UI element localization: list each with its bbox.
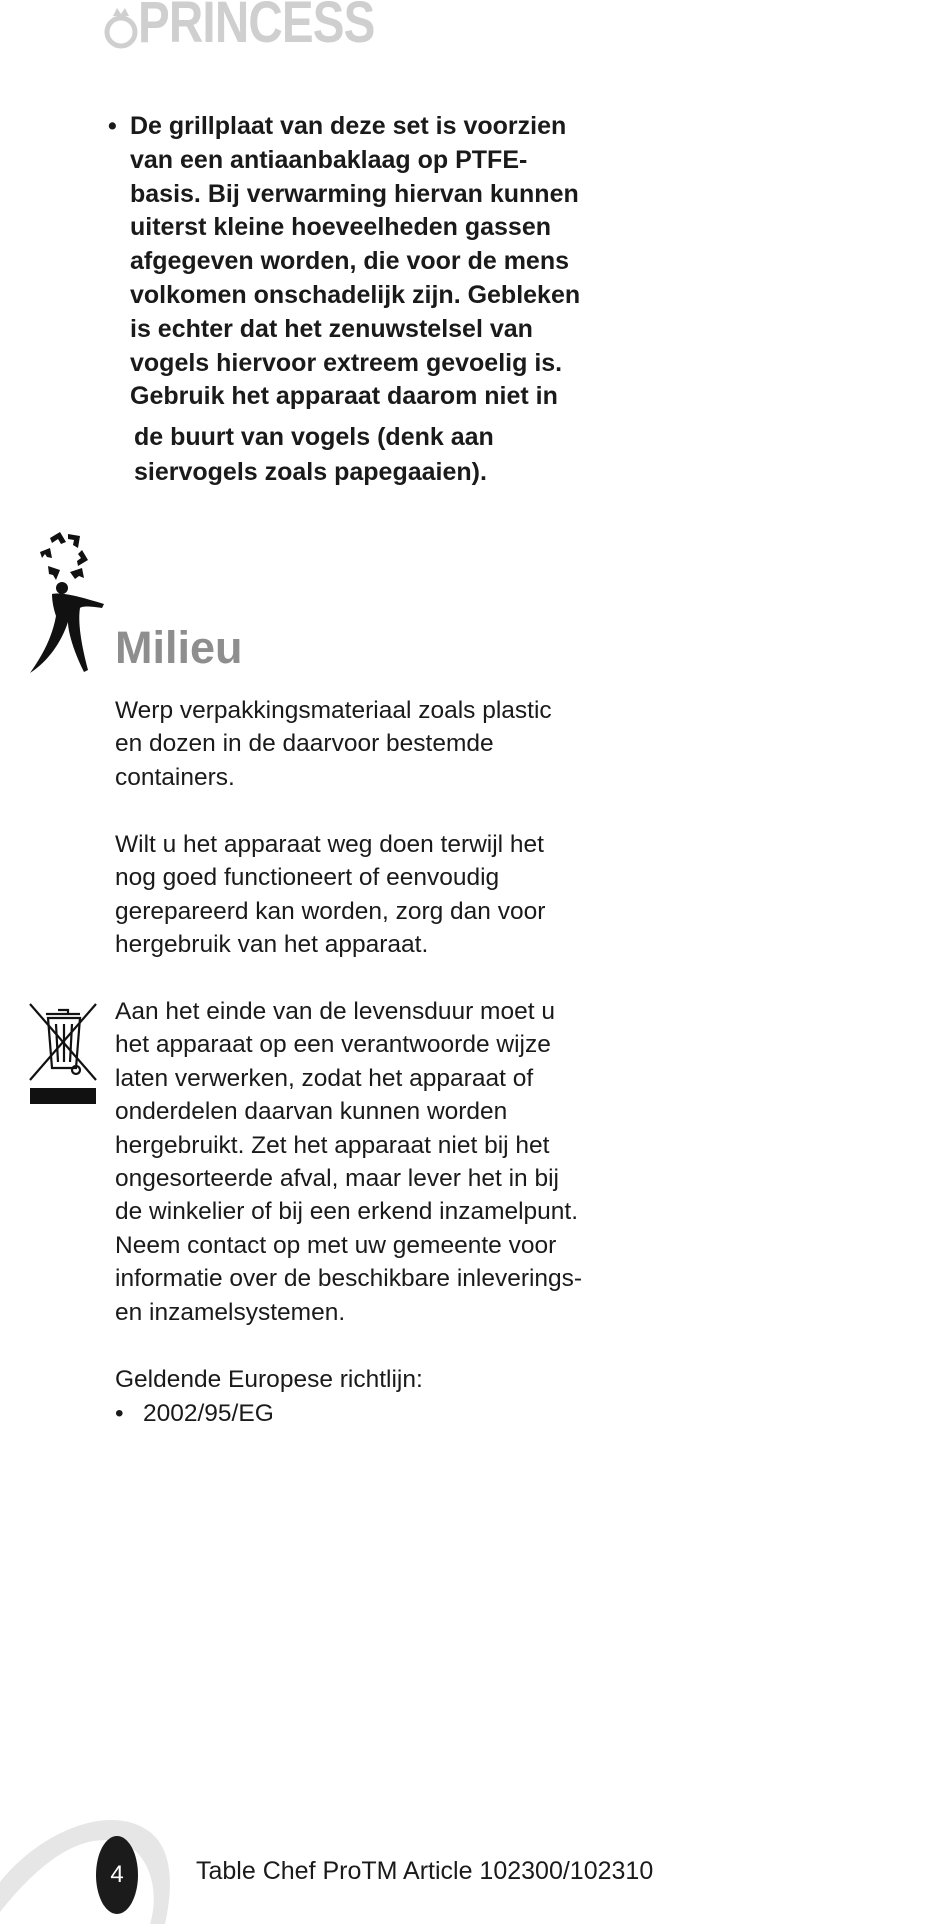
footer-decorative-arc bbox=[0, 1812, 180, 1924]
recycling-figure-icon bbox=[28, 530, 108, 675]
warning-text-tail: de buurt van vogels (denk aan siervogels zoals papegaaien). bbox=[134, 423, 494, 486]
bullet-marker: • bbox=[108, 112, 117, 140]
warning-text: De grillplaat van deze set is voorzien van een antiaanbaklaag op PTFE- basis. Bij verwarming hiervan kunnen uiterst kleine hoeveelheden gassen afgegeven worden, die voor de mens volkomen onschadelijk zijn. Gebleken is echter dat het zenuwstelsel van vogels hiervoor extreem gevoelig is. Gebruik het apparaat daarom niet in bbox=[130, 112, 581, 411]
directive-label: Geldende Europese richtlijn: bbox=[115, 1366, 423, 1393]
footer-product-line: Table Chef ProTM Article 102300/102310 bbox=[196, 1857, 654, 1885]
bullet-marker: • bbox=[115, 1400, 124, 1427]
crossed-out-wheelie-bin-icon bbox=[28, 1002, 98, 1104]
paragraph-packaging: Werp verpakkingsmateriaal zoals plastic en dozen in de daarvoor bestemde containers. bbox=[115, 697, 552, 791]
brand-logo: PRINCESS bbox=[138, 0, 375, 55]
princess-crown-icon bbox=[104, 2, 138, 54]
paragraph-reuse: Wilt u het apparaat weg doen terwijl het nog goed functioneert of eenvoudig gerepareerd kan worden, zorg dan voor hergebruik van het apparaat. bbox=[115, 831, 546, 959]
directive-code: 2002/95/EG bbox=[143, 1400, 274, 1427]
section-heading: Milieu bbox=[115, 622, 243, 673]
directive-list-item bbox=[115, 1397, 635, 1497]
page-number: 4 bbox=[96, 1836, 138, 1914]
paragraph-end-of-life: Aan het einde van de levensduur moet u het apparaat op een verantwoorde wijze laten verwerken, zodat het apparaat of onderdelen daarvan kunnen worden hergebruikt. Zet het apparaat niet bij het ongesorteerde afval, maar lever het in bij de winkelier of bij een erkend inzamelpunt. Neem contact op met uw gemeente voor informatie over de beschikbare inleverings- en inzamelsystemen. bbox=[115, 998, 583, 1326]
